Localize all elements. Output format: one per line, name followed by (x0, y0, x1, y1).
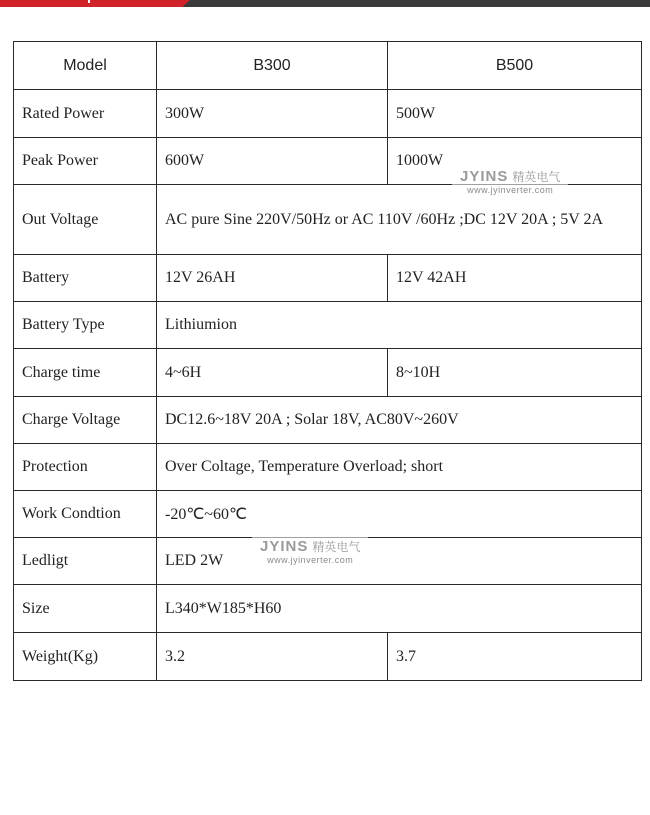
cell-merged: -20℃~60℃ (157, 491, 642, 538)
row-label: Charge time (14, 349, 157, 397)
row-label: Size (14, 585, 157, 633)
table-row-weight (14, 633, 642, 681)
watermark-brand-cn: 精英电气 (512, 170, 561, 184)
table-row-protection (14, 444, 642, 491)
header-b500: B500 (388, 42, 642, 90)
table-row-charge-voltage (14, 397, 642, 444)
row-label: Protection (14, 444, 157, 491)
cell-merged: AC pure Sine 220V/50Hz or AC 110V /60Hz ;DC 12V 20A ; 5V 2A (157, 185, 642, 255)
cell-b500: 3.7 (388, 633, 642, 681)
table-row-rated-power (14, 90, 642, 138)
cell-b300: 4~6H (157, 349, 388, 397)
row-label: Battery (14, 255, 157, 302)
cell-b300: 300W (157, 90, 388, 138)
cell-b500: 500W (388, 90, 642, 138)
spec-table (13, 41, 642, 681)
watermark-brand-cn: 精英电气 (312, 540, 361, 554)
row-label: Charge Voltage (14, 397, 157, 444)
row-label: Weight(Kg) (14, 633, 157, 681)
table-row-battery-type (14, 302, 642, 349)
cell-merged: Lithiumion (157, 302, 642, 349)
cell-merged: DC12.6~18V 20A ; Solar 18V, AC80V~260V (157, 397, 642, 444)
watermark-url: www.jyinverter.com (267, 555, 354, 565)
top-banner-bar (0, 0, 650, 7)
header-b300: B300 (157, 42, 388, 90)
cell-b300: 3.2 (157, 633, 388, 681)
row-label: Ledligt (14, 538, 157, 585)
cell-b300: 600W (157, 138, 388, 185)
watermark-url: www.jyinverter.com (467, 185, 554, 195)
row-label: Peak Power (14, 138, 157, 185)
watermark-brand: JYINS (460, 168, 509, 185)
cell-merged: Over Coltage, Temperature Overload; short (157, 444, 642, 491)
cell-merged: LED 2W (157, 538, 642, 585)
table-row-work-condition (14, 491, 642, 538)
table-row-size (14, 585, 642, 633)
cell-b300: 12V 26AH (157, 255, 388, 302)
watermark-logo (452, 166, 568, 198)
cell-b500: 1000W (388, 138, 642, 185)
top-banner-accent (0, 0, 190, 7)
watermark-logo (252, 536, 368, 568)
row-label: Work Condtion (14, 491, 157, 538)
row-label: Out Voltage (14, 185, 157, 255)
row-label: Rated Power (14, 90, 157, 138)
table-header-row (14, 42, 642, 90)
table-row-charge-time (14, 349, 642, 397)
cell-b500: 8~10H (388, 349, 642, 397)
watermark-brand: JYINS (260, 538, 309, 555)
table-row-battery (14, 255, 642, 302)
cell-merged: L340*W185*H60 (157, 585, 642, 633)
cell-b500: 12V 42AH (388, 255, 642, 302)
row-label: Battery Type (14, 302, 157, 349)
header-model: Model (14, 42, 157, 90)
